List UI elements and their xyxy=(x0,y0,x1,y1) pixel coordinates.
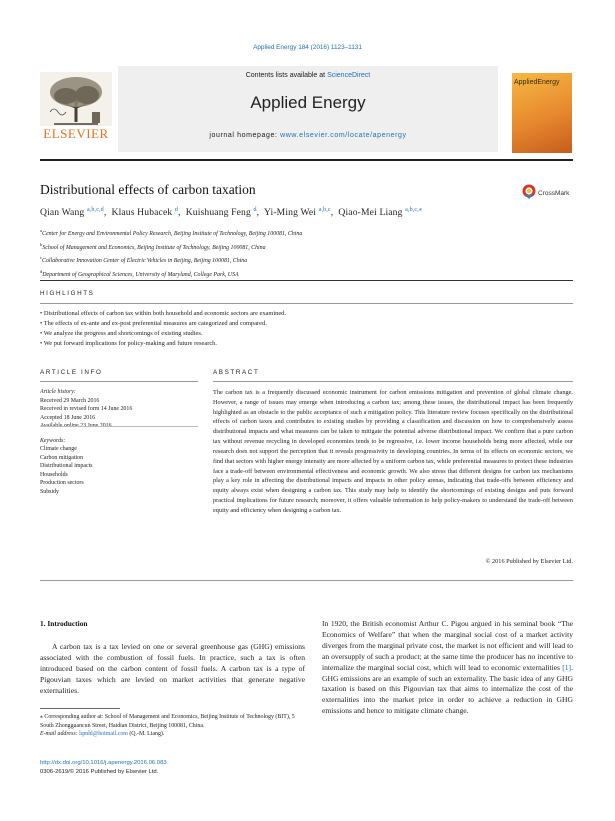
highlight-item: • Distributional effects of carbon tax within both household and economic sectors are examined. xyxy=(40,310,286,317)
article-info-rule xyxy=(40,381,198,382)
author-affiliation-marks[interactable]: a,b,c,⁎ xyxy=(405,207,423,213)
email-line xyxy=(40,730,305,739)
author-name[interactable]: Kuishuang Feng xyxy=(185,207,251,219)
section-heading-introduction: 1. Introduction xyxy=(40,619,88,628)
crossmark-icon[interactable] xyxy=(522,184,536,200)
sciencedirect-link[interactable]: ScienceDirect xyxy=(327,72,371,79)
highlights-heading: HIGHLIGHTS xyxy=(40,290,95,297)
body-paragraph: A carbon tax is a tax levied on one or several greenhouse gas (GHG) emissions associated with the combustion of fossil fuels. In practice, such a tax is often introduced based on the carbon content of fossil fuels. A carbon tax is a type of Pigouvian taxes which are levied on market activities that generate negative externalities. xyxy=(40,642,305,695)
author-affiliation-marks[interactable]: a,b,c,d xyxy=(86,207,104,213)
article-info-heading: ARTICLE INFO xyxy=(40,369,103,376)
highlight-text: We put forward implications for policy-making and future research. xyxy=(43,340,217,348)
keyword-item[interactable]: Carbon mitigation xyxy=(40,454,84,461)
highlights-top-rule xyxy=(40,280,573,281)
affiliation-item xyxy=(40,226,302,240)
homepage-prefix: journal homepage: xyxy=(209,132,281,139)
affiliation-text: Center for Energy and Environmental Policy Research, Beijing Institute of Technology, Beijing 100081, China xyxy=(42,230,303,237)
homepage-link[interactable]: www.elsevier.com/locate/apenergy xyxy=(280,132,407,139)
highlight-text: We analyze the progress and shortcomings of existing studies. xyxy=(43,330,203,338)
author-affiliation-marks[interactable]: d xyxy=(253,207,257,213)
affiliation-key: b xyxy=(40,241,43,247)
affiliation-key: d xyxy=(40,268,43,274)
history-label: Article history: xyxy=(40,389,76,395)
contents-prefix: Contents lists available at xyxy=(245,72,328,79)
elsevier-wordmark: ELSEVIER xyxy=(43,126,109,141)
highlights-list xyxy=(40,309,286,349)
affiliation-text: Collaborative Innovation Center of Electric Vehicles in Beijing, Beijing 100081, China xyxy=(42,258,248,265)
author-affiliation-marks[interactable]: d xyxy=(174,207,179,213)
affiliations xyxy=(40,226,302,280)
header-divider xyxy=(40,159,573,161)
issn-copyright: 0306-2619/© 2016 Published by Elsevier Ltd. xyxy=(40,768,159,775)
author-name[interactable]: Klaus Hubacek xyxy=(111,207,173,219)
keyword-item[interactable]: Climate change xyxy=(40,446,77,452)
affiliation-text: School of Management and Economics, Beijing Institute of Technology, Beijing 100081, China xyxy=(42,244,266,251)
body-text: . GHG emissions are an example of such an externality. The basic idea of any GHG taxation is based on this Pigouvian tax that aims to internalize the cost of the externalities into the market price in order to achieve a reduction in GHG emissions and hence to mitigate climate change. xyxy=(322,662,573,716)
author-list: Qian Wang $^{a,b,c,d}$, Klaus Hubacek $^d$, Kuishuang Feng $^d$, Yi-Ming Wei $^{a,b,c}$, Qiao-Mei Liang $^{a,b,c,⁎}$ xyxy=(40,207,423,219)
keyword-item[interactable]: Subsidy xyxy=(40,488,59,495)
email-link[interactable]: lqmhl@hotmail.com xyxy=(79,731,128,737)
author-name[interactable]: Qian Wang xyxy=(40,207,85,219)
highlight-text: Distributional effects of carbon tax within both household and economic sectors are examined. xyxy=(43,310,286,317)
history-rule xyxy=(40,426,198,427)
affiliation-item xyxy=(40,267,302,281)
history-item: Available online 23 June 2016 xyxy=(40,423,112,429)
article-info xyxy=(40,388,132,496)
history-item: Received 29 March 2016 xyxy=(40,397,100,404)
abstract-rule xyxy=(213,381,573,382)
abstract-text: The carbon tax is a frequently discussed economic instrument for carbon emissions mitigation and prevention of global climate change. However, a range of issues may emerge when introducing a carbon tax; among these issues, the distributional impact has been frequently highlighted as an obstacle to the public acceptance of such a mitigation policy. This literature review focuses specifically on the distributional effects of carbon taxes and contributes to existing studies by providing a classification and discussion on how to comprehensively assess distributional impacts and what measures can be taken to mitigate the potential adverse distributional impact. We confirm that a pure carbon tax without revenue recycling in developed economies tends to be regressive, i.e. lower income households being more affected, while our research does not support the perception that it reveals progressivity in developing countries. In terms of its effects on economic sectors, we find that sectors with higher energy intensity are more affected by a uniform carbon tax, while preferential measures to protect these industries face a trade-off between environmental effectiveness and economic growth. We also stress that different designs for carbon tax mechanisms play a key role in affecting the distributional impacts and impacts in other policy arenas, indicating that trade-offs between efficiency and equity always exist when designing a carbon tax. This study may help to identify the shortcomings of existing designs and puts forward practical implications for future research; moreover, it offers valuable information to help policy-makers to understand the trade-off between equity and efficiency when designing a carbon tax. xyxy=(213,389,573,514)
body-column-left xyxy=(40,642,305,697)
doi-block xyxy=(40,759,167,776)
abstract-heading: ABSTRACT xyxy=(213,369,260,376)
keyword-item[interactable]: Distributional impacts xyxy=(40,463,93,469)
journal-cover-title: AppliedEnergy xyxy=(514,79,560,86)
author-name[interactable]: Qiao-Mei Liang xyxy=(338,207,403,219)
affiliation-text: Department of Geographical Sciences, University of Maryland, College Park, USA xyxy=(42,271,239,278)
contents-line xyxy=(118,72,498,79)
journal-title: Applied Energy xyxy=(250,93,366,112)
highlight-item: • We analyze the progress and shortcomings of existing studies. xyxy=(40,330,203,338)
highlights-rule xyxy=(40,303,573,304)
history-item: Received in revised form 14 June 2016 xyxy=(40,406,133,412)
affiliation-item xyxy=(40,253,302,267)
highlight-item: • We put forward implications for policy-making and future research. xyxy=(40,340,217,348)
abstract-copyright: © 2016 Published by Elsevier Ltd. xyxy=(485,558,573,565)
journal-citation[interactable]: Applied Energy 184 (2016) 1123–1131 xyxy=(253,44,362,51)
author-name[interactable]: Yi-Ming Wei xyxy=(263,207,317,219)
highlight-text: The effects of ex-ante and ex-post preferential measures are categorized and compared. xyxy=(43,320,267,328)
keyword-item[interactable]: Households xyxy=(40,471,68,478)
footnote-rule xyxy=(40,708,120,709)
email-suffix: (Q.-M. Liang). xyxy=(127,731,165,737)
reference-link[interactable]: [1] xyxy=(562,662,572,672)
author-affiliation-marks[interactable]: a,b,c xyxy=(318,207,331,213)
footnote xyxy=(40,713,305,739)
keywords-label: Keywords: xyxy=(40,437,66,444)
abstract-bottom-rule xyxy=(40,580,573,581)
body-text: In 1920, the British economist Arthur C. Pigou argued in his seminal book “The Economics of Welfare” that when the marginal social cost of a market activity diverges from the marginal private cost, the market is not efficient and will lead to an oversupply of such a product; at the same time the producer has no incentive to internalize the marginal social cost, which will lead to economic externalities xyxy=(322,619,573,672)
body-paragraph xyxy=(322,619,573,717)
corresponding-author-note: ⁎ Corresponding author at: School of Management and Economics, Beijing Institute of Technology (BIT), 5 South Zhongguancun Street, Haidian District, Beijing 100081, China. xyxy=(40,714,295,729)
email-label: E-mail address: xyxy=(40,731,80,737)
article-title: Distributional effects of carbon taxation xyxy=(40,182,256,197)
body-column-right xyxy=(322,619,573,717)
history-item: Accepted 18 June 2016 xyxy=(40,414,96,421)
highlight-item: • The effects of ex-ante and ex-post preferential measures are categorized and compared. xyxy=(40,320,267,328)
keyword-item[interactable]: Production sectors xyxy=(40,480,84,486)
affiliation-key: c xyxy=(40,255,43,261)
affiliation-item xyxy=(40,240,302,254)
affiliation-key: a xyxy=(40,228,43,233)
crossmark-label[interactable]: CrossMark xyxy=(538,190,570,197)
homepage-line xyxy=(118,132,498,139)
doi-link[interactable]: http://dx.doi.org/10.1016/j.apenergy.2016.06.083 xyxy=(40,760,167,766)
